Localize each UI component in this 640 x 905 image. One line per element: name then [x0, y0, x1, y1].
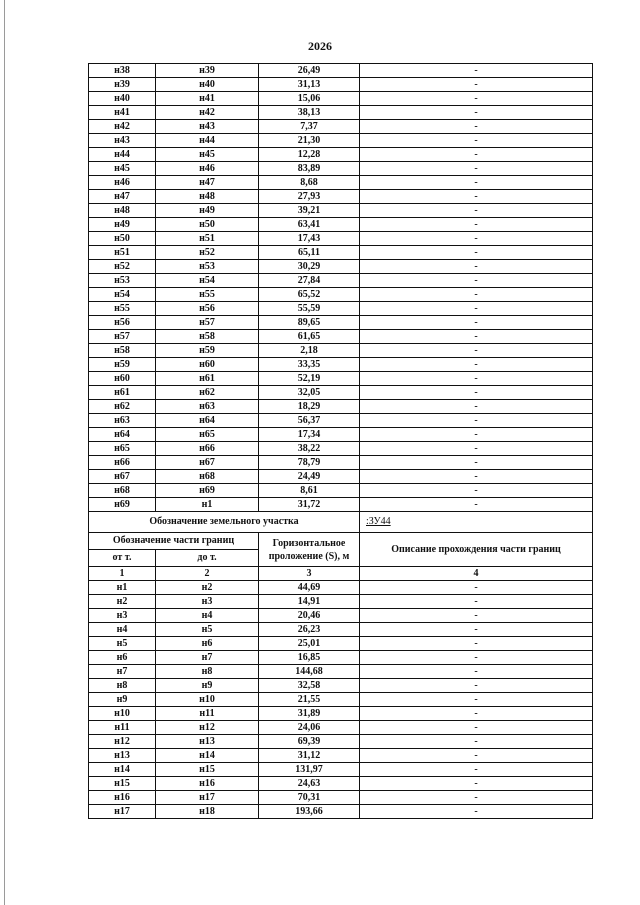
cell-to-point: н1 [156, 498, 259, 512]
cell-to-point: н64 [156, 414, 259, 428]
header-description: Описание прохождения части границ [360, 533, 593, 567]
cell-from-point: н50 [89, 232, 156, 246]
cell-to-point: н14 [156, 749, 259, 763]
cell-length: 38,22 [259, 442, 360, 456]
cell-from-point: н59 [89, 358, 156, 372]
cell-description: - [360, 735, 593, 749]
cell-description: - [360, 693, 593, 707]
cell-description: - [360, 64, 593, 78]
cell-from-point: н17 [89, 805, 156, 819]
cell-description: - [360, 176, 593, 190]
cell-length: 26,23 [259, 623, 360, 637]
cell-length: 12,28 [259, 148, 360, 162]
cell-description: - [360, 665, 593, 679]
cell-length: 69,39 [259, 735, 360, 749]
cell-from-point: н44 [89, 148, 156, 162]
table-row [89, 92, 593, 106]
table-row [89, 274, 593, 288]
cell-to-point: н58 [156, 330, 259, 344]
cell-from-point: н68 [89, 484, 156, 498]
cell-length: 8,68 [259, 176, 360, 190]
cell-description: - [360, 134, 593, 148]
cell-length: 38,13 [259, 106, 360, 120]
table-row [89, 763, 593, 777]
cell-from-point: н63 [89, 414, 156, 428]
cell-from-point: н53 [89, 274, 156, 288]
cell-to-point: н15 [156, 763, 259, 777]
table-row [89, 246, 593, 260]
cell-from-point: н43 [89, 134, 156, 148]
cell-from-point: н48 [89, 204, 156, 218]
table-row [89, 456, 593, 470]
cell-length: 193,66 [259, 805, 360, 819]
table-row [89, 749, 593, 763]
cell-to-point: н8 [156, 665, 259, 679]
plot-label: Обозначение земельного участка [89, 512, 360, 533]
cell-to-point: н44 [156, 134, 259, 148]
column-number: 2 [156, 567, 259, 581]
table-row [89, 176, 593, 190]
table-row [89, 260, 593, 274]
cell-description: - [360, 805, 593, 819]
header-to: до т. [156, 550, 259, 567]
table-row [89, 386, 593, 400]
table-row [89, 372, 593, 386]
header-boundary-group: Обозначение части границ [89, 533, 259, 550]
cell-length: 16,85 [259, 651, 360, 665]
table-row [89, 484, 593, 498]
cell-to-point: н59 [156, 344, 259, 358]
cell-from-point: н69 [89, 498, 156, 512]
boundary-rows-top [89, 64, 593, 512]
cell-from-point: н11 [89, 721, 156, 735]
cell-to-point: н42 [156, 106, 259, 120]
cell-description: - [360, 679, 593, 693]
cell-description: - [360, 777, 593, 791]
boundary-table [88, 63, 593, 819]
cell-description: - [360, 651, 593, 665]
cell-from-point: н42 [89, 120, 156, 134]
cell-length: 14,91 [259, 595, 360, 609]
cell-description: - [360, 749, 593, 763]
cell-from-point: н57 [89, 330, 156, 344]
cell-description: - [360, 148, 593, 162]
table-row [89, 330, 593, 344]
table-row [89, 707, 593, 721]
table-row [89, 665, 593, 679]
cell-length: 89,65 [259, 316, 360, 330]
cell-length: 21,55 [259, 693, 360, 707]
cell-length: 21,30 [259, 134, 360, 148]
cell-description: - [360, 414, 593, 428]
table-row [89, 693, 593, 707]
cell-from-point: н45 [89, 162, 156, 176]
cell-description: - [360, 498, 593, 512]
table-row [89, 637, 593, 651]
table-row [89, 232, 593, 246]
table-row [89, 64, 593, 78]
cell-length: 131,97 [259, 763, 360, 777]
cell-description: - [360, 260, 593, 274]
table-row [89, 358, 593, 372]
cell-from-point: н2 [89, 595, 156, 609]
cell-to-point: н18 [156, 805, 259, 819]
cell-description: - [360, 330, 593, 344]
cell-from-point: н13 [89, 749, 156, 763]
cell-from-point: н66 [89, 456, 156, 470]
cell-description: - [360, 92, 593, 106]
table-row [89, 735, 593, 749]
table-row [89, 428, 593, 442]
cell-to-point: н68 [156, 470, 259, 484]
boundary-rows-bottom [89, 581, 593, 819]
table-row [89, 218, 593, 232]
cell-from-point: н46 [89, 176, 156, 190]
cell-description: - [360, 106, 593, 120]
cell-from-point: н15 [89, 777, 156, 791]
cell-to-point: н13 [156, 735, 259, 749]
cell-from-point: н8 [89, 679, 156, 693]
cell-length: 83,89 [259, 162, 360, 176]
cell-description: - [360, 232, 593, 246]
cell-description: - [360, 316, 593, 330]
cell-length: 24,06 [259, 721, 360, 735]
cell-to-point: н2 [156, 581, 259, 595]
cell-from-point: н52 [89, 260, 156, 274]
cell-to-point: н12 [156, 721, 259, 735]
table-row [89, 316, 593, 330]
cell-from-point: н5 [89, 637, 156, 651]
cell-description: - [360, 763, 593, 777]
cell-from-point: н6 [89, 651, 156, 665]
table-row [89, 288, 593, 302]
cell-length: 31,89 [259, 707, 360, 721]
cell-from-point: н12 [89, 735, 156, 749]
cell-to-point: н41 [156, 92, 259, 106]
table-row [89, 302, 593, 316]
cell-description: - [360, 442, 593, 456]
cell-from-point: н16 [89, 791, 156, 805]
cell-description: - [360, 78, 593, 92]
plot-header [89, 512, 593, 581]
column-number: 3 [259, 567, 360, 581]
cell-description: - [360, 386, 593, 400]
cell-from-point: н49 [89, 218, 156, 232]
table-row [89, 595, 593, 609]
cell-description: - [360, 484, 593, 498]
cell-to-point: н45 [156, 148, 259, 162]
cell-length: 55,59 [259, 302, 360, 316]
cell-length: 25,01 [259, 637, 360, 651]
cell-description: - [360, 400, 593, 414]
cell-to-point: н57 [156, 316, 259, 330]
cell-from-point: н47 [89, 190, 156, 204]
table-row [89, 623, 593, 637]
table-row [89, 581, 593, 595]
cell-description: - [360, 246, 593, 260]
cell-length: 31,12 [259, 749, 360, 763]
cell-length: 32,05 [259, 386, 360, 400]
table-row [89, 400, 593, 414]
cell-from-point: н62 [89, 400, 156, 414]
table-row [89, 162, 593, 176]
table-row [89, 190, 593, 204]
cell-from-point: н14 [89, 763, 156, 777]
cell-to-point: н17 [156, 791, 259, 805]
cell-description: - [360, 623, 593, 637]
cell-length: 61,65 [259, 330, 360, 344]
cell-from-point: н41 [89, 106, 156, 120]
cell-description: - [360, 609, 593, 623]
cell-from-point: н38 [89, 64, 156, 78]
cell-to-point: н53 [156, 260, 259, 274]
table-row [89, 78, 593, 92]
cell-description: - [360, 162, 593, 176]
cell-from-point: н55 [89, 302, 156, 316]
table-row [89, 777, 593, 791]
cell-to-point: н61 [156, 372, 259, 386]
cell-description: - [360, 204, 593, 218]
cell-to-point: н49 [156, 204, 259, 218]
cell-description: - [360, 791, 593, 805]
cell-description: - [360, 456, 593, 470]
cell-length: 65,11 [259, 246, 360, 260]
cell-to-point: н16 [156, 777, 259, 791]
cell-to-point: н6 [156, 637, 259, 651]
table-row [89, 134, 593, 148]
cell-length: 18,29 [259, 400, 360, 414]
plot-value: :ЗУ44 [360, 512, 593, 533]
cell-description: - [360, 372, 593, 386]
cell-length: 20,46 [259, 609, 360, 623]
cell-length: 31,13 [259, 78, 360, 92]
cell-to-point: н5 [156, 623, 259, 637]
cell-to-point: н52 [156, 246, 259, 260]
cell-from-point: н3 [89, 609, 156, 623]
cell-to-point: н11 [156, 707, 259, 721]
cell-length: 24,63 [259, 777, 360, 791]
cell-to-point: н43 [156, 120, 259, 134]
cell-length: 15,06 [259, 92, 360, 106]
cell-length: 70,31 [259, 791, 360, 805]
cell-description: - [360, 358, 593, 372]
cell-description: - [360, 581, 593, 595]
cell-to-point: н56 [156, 302, 259, 316]
column-number: 1 [89, 567, 156, 581]
cell-length: 30,29 [259, 260, 360, 274]
cell-to-point: н50 [156, 218, 259, 232]
cell-length: 26,49 [259, 64, 360, 78]
cell-to-point: н3 [156, 595, 259, 609]
cell-from-point: н67 [89, 470, 156, 484]
cell-length: 39,21 [259, 204, 360, 218]
cell-from-point: н40 [89, 92, 156, 106]
cell-from-point: н51 [89, 246, 156, 260]
cell-to-point: н10 [156, 693, 259, 707]
cell-description: - [360, 218, 593, 232]
cell-description: - [360, 707, 593, 721]
table-row [89, 805, 593, 819]
cell-to-point: н54 [156, 274, 259, 288]
cell-length: 56,37 [259, 414, 360, 428]
cell-to-point: н4 [156, 609, 259, 623]
cell-length: 33,35 [259, 358, 360, 372]
cell-from-point: н9 [89, 693, 156, 707]
cell-length: 2,18 [259, 344, 360, 358]
cell-description: - [360, 470, 593, 484]
cell-length: 32,58 [259, 679, 360, 693]
cell-description: - [360, 637, 593, 651]
cell-to-point: н67 [156, 456, 259, 470]
page-edge-line [4, 0, 5, 905]
cell-to-point: н7 [156, 651, 259, 665]
cell-length: 31,72 [259, 498, 360, 512]
cell-to-point: н48 [156, 190, 259, 204]
cell-length: 27,93 [259, 190, 360, 204]
cell-length: 7,37 [259, 120, 360, 134]
cell-from-point: н4 [89, 623, 156, 637]
cell-description: - [360, 302, 593, 316]
header-from: от т. [89, 550, 156, 567]
cell-length: 44,69 [259, 581, 360, 595]
cell-length: 65,52 [259, 288, 360, 302]
cell-length: 17,34 [259, 428, 360, 442]
page-number: 2026 [308, 39, 332, 53]
cell-from-point: н64 [89, 428, 156, 442]
cell-from-point: н54 [89, 288, 156, 302]
cell-length: 27,84 [259, 274, 360, 288]
table-row [89, 679, 593, 693]
cell-from-point: н65 [89, 442, 156, 456]
cell-to-point: н9 [156, 679, 259, 693]
cell-to-point: н40 [156, 78, 259, 92]
cell-length: 8,61 [259, 484, 360, 498]
table-row [89, 106, 593, 120]
table-row [89, 204, 593, 218]
table-row [89, 791, 593, 805]
cell-length: 52,19 [259, 372, 360, 386]
cell-from-point: н58 [89, 344, 156, 358]
cell-from-point: н39 [89, 78, 156, 92]
cell-length: 78,79 [259, 456, 360, 470]
table-row [89, 651, 593, 665]
cell-to-point: н66 [156, 442, 259, 456]
cell-description: - [360, 344, 593, 358]
cell-from-point: н7 [89, 665, 156, 679]
header-length: Горизонтальное проложение (S), м [259, 533, 360, 567]
cell-length: 24,49 [259, 470, 360, 484]
cell-to-point: н47 [156, 176, 259, 190]
cell-from-point: н61 [89, 386, 156, 400]
cell-to-point: н51 [156, 232, 259, 246]
cell-description: - [360, 428, 593, 442]
cell-from-point: н10 [89, 707, 156, 721]
table-row [89, 344, 593, 358]
cell-to-point: н62 [156, 386, 259, 400]
table-row [89, 470, 593, 484]
cell-from-point: н1 [89, 581, 156, 595]
column-number: 4 [360, 567, 593, 581]
cell-description: - [360, 288, 593, 302]
cell-from-point: н60 [89, 372, 156, 386]
table-row [89, 442, 593, 456]
table-row [89, 498, 593, 512]
cell-to-point: н65 [156, 428, 259, 442]
cell-to-point: н63 [156, 400, 259, 414]
cell-to-point: н60 [156, 358, 259, 372]
cell-description: - [360, 595, 593, 609]
cell-description: - [360, 721, 593, 735]
cell-to-point: н55 [156, 288, 259, 302]
cell-description: - [360, 190, 593, 204]
table-row [89, 609, 593, 623]
cell-from-point: н56 [89, 316, 156, 330]
cell-description: - [360, 120, 593, 134]
table-row [89, 721, 593, 735]
cell-length: 144,68 [259, 665, 360, 679]
table-row [89, 148, 593, 162]
cell-to-point: н69 [156, 484, 259, 498]
cell-length: 63,41 [259, 218, 360, 232]
table-row [89, 414, 593, 428]
cell-description: - [360, 274, 593, 288]
cell-to-point: н46 [156, 162, 259, 176]
cell-length: 17,43 [259, 232, 360, 246]
table-row [89, 120, 593, 134]
cell-to-point: н39 [156, 64, 259, 78]
